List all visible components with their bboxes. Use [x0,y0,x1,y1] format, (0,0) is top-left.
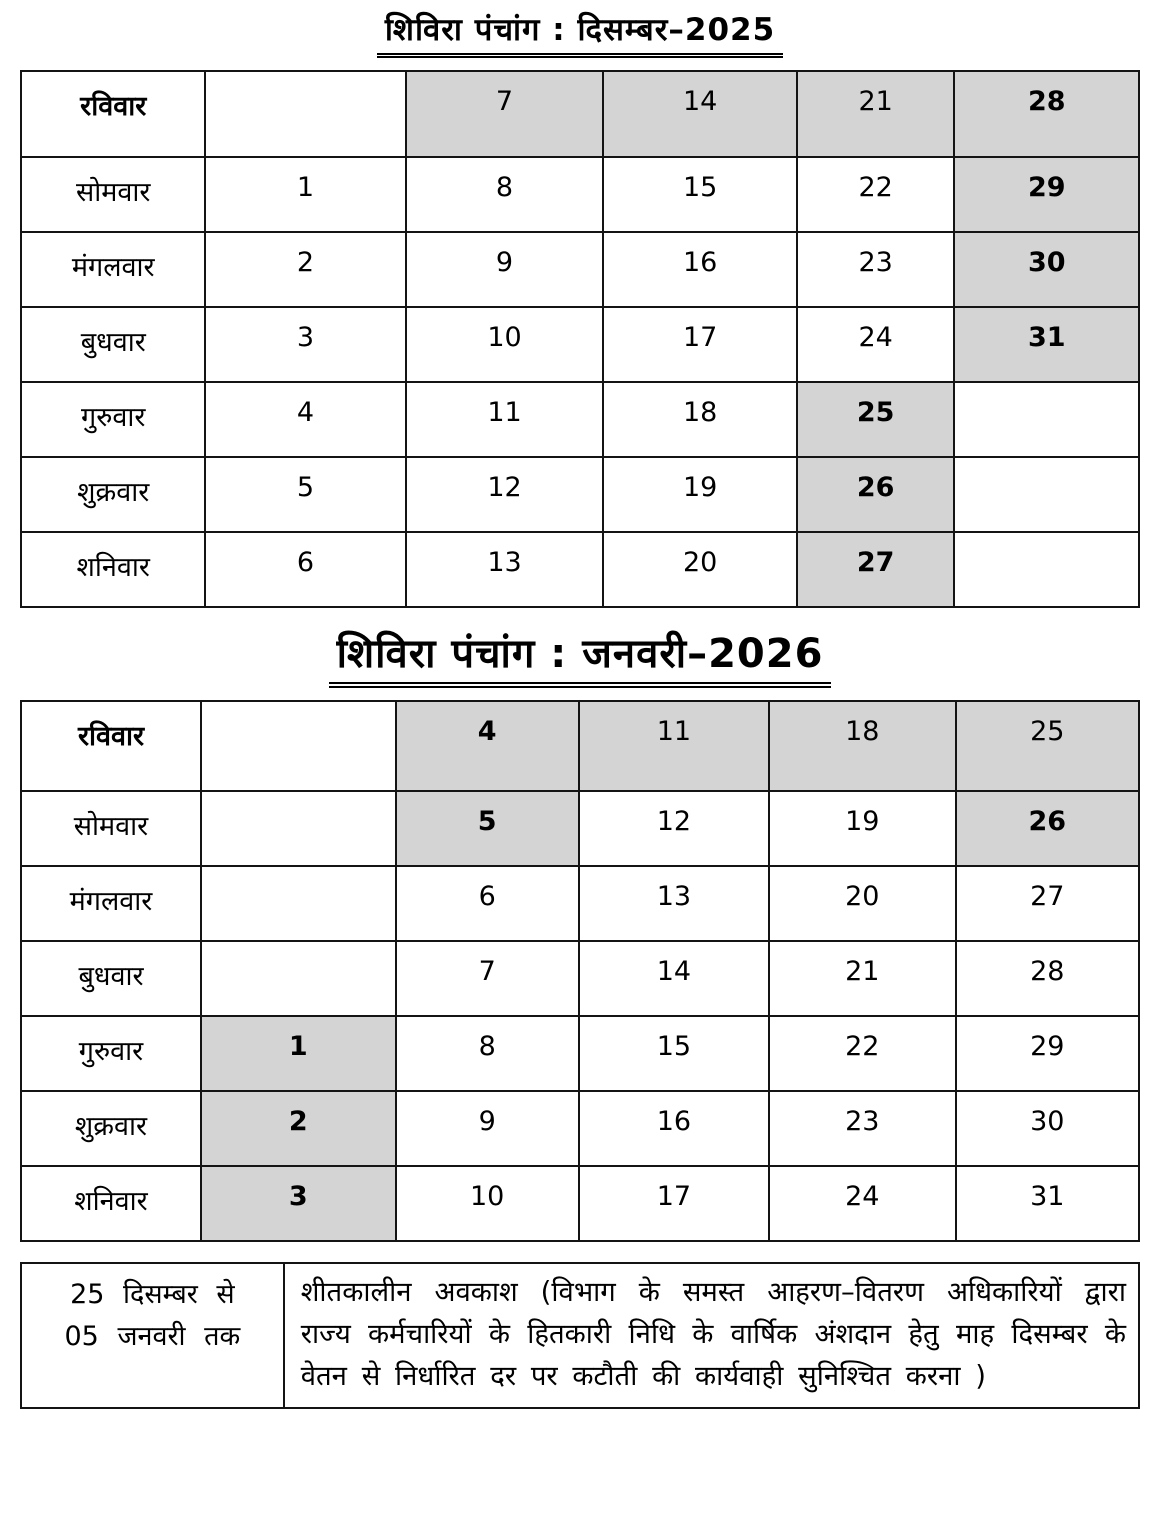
date-cell [954,382,1139,457]
date-cell: 20 [769,866,956,941]
date-cell: 19 [603,457,796,532]
date-cell: 17 [603,307,796,382]
date-cell: 13 [406,532,604,607]
day-name-cell: सोमवार [21,791,201,866]
date-cell: 16 [603,232,796,307]
calendar-row [21,232,1139,307]
date-cell: 24 [769,1166,956,1241]
date-cell: 13 [579,866,769,941]
date-cell: 27 [956,866,1139,941]
calendar-row [21,701,1139,791]
date-cell: 5 [205,457,405,532]
date-cell: 22 [769,1016,956,1091]
calendar-row [21,866,1139,941]
calendar-row [21,457,1139,532]
day-name-cell: सोमवार [21,157,205,232]
date-cell: 15 [579,1016,769,1091]
date-cell: 24 [797,307,955,382]
day-name-cell: शुक्रवार [21,457,205,532]
date-cell: 12 [406,457,604,532]
date-cell: 9 [396,1091,579,1166]
date-cell: 29 [954,157,1139,232]
date-cell: 7 [406,71,604,157]
date-cell: 1 [201,1016,396,1091]
date-cell: 14 [603,71,796,157]
day-name-cell: मंगलवार [21,866,201,941]
date-cell [201,791,396,866]
calendar-row [21,71,1139,157]
date-cell: 27 [797,532,955,607]
date-cell: 2 [201,1091,396,1166]
calendar-row [21,382,1139,457]
date-cell: 6 [396,866,579,941]
date-cell: 17 [579,1166,769,1241]
date-cell: 11 [579,701,769,791]
date-cell: 25 [797,382,955,457]
date-cell: 2 [205,232,405,307]
day-name-cell: गुरुवार [21,1016,201,1091]
day-name-cell: शुक्रवार [21,1091,201,1166]
note-period-cell [21,1263,284,1408]
date-cell: 8 [406,157,604,232]
december-calendar-body [21,71,1139,607]
date-cell: 3 [201,1166,396,1241]
calendar-row [21,307,1139,382]
date-cell: 23 [769,1091,956,1166]
note-period-line2: 05 जनवरी तक [64,1320,241,1352]
date-cell: 6 [205,532,405,607]
date-cell [954,532,1139,607]
date-cell [201,866,396,941]
date-cell [954,457,1139,532]
day-name-cell: मंगलवार [21,232,205,307]
date-cell: 9 [406,232,604,307]
day-name-cell: बुधवार [21,941,201,1016]
note-row [21,1263,1139,1408]
date-cell: 14 [579,941,769,1016]
calendar-row [21,532,1139,607]
date-cell: 4 [396,701,579,791]
date-cell: 7 [396,941,579,1016]
date-cell: 23 [797,232,955,307]
december-title [20,8,1140,58]
date-cell: 19 [769,791,956,866]
date-cell: 18 [769,701,956,791]
date-cell: 29 [956,1016,1139,1091]
date-cell [205,71,405,157]
date-cell: 26 [797,457,955,532]
day-name-cell: रविवार [21,701,201,791]
note-description-cell: शीतकालीन अवकाश (विभाग के समस्त आहरण–वितरण अधिकारियों द्वारा राज्य कर्मचारियों के हितकारी निधि के वार्षिक अंशदान हेतु माह दिसम्बर के वेतन से निर्धारित दर पर कटौती की कार्यवाही सुनिश्चित करना ) [284,1263,1139,1408]
date-cell: 12 [579,791,769,866]
december-calendar-table [20,70,1140,608]
day-name-cell: रविवार [21,71,205,157]
date-cell: 31 [954,307,1139,382]
date-cell: 26 [956,791,1139,866]
january-title [20,624,1140,688]
date-cell: 5 [396,791,579,866]
january-calendar-body [21,701,1139,1241]
date-cell: 28 [954,71,1139,157]
date-cell: 28 [956,941,1139,1016]
day-name-cell: बुधवार [21,307,205,382]
day-name-cell: शनिवार [21,532,205,607]
day-name-cell: गुरुवार [21,382,205,457]
day-name-cell: शनिवार [21,1166,201,1241]
date-cell: 4 [205,382,405,457]
date-cell: 21 [769,941,956,1016]
date-cell: 30 [956,1091,1139,1166]
date-cell: 20 [603,532,796,607]
december-title-text: शिविरा पंचांग : दिसम्बर–2025 [377,8,783,58]
date-cell: 1 [205,157,405,232]
january-title-text: शिविरा पंचांग : जनवरी–2026 [329,624,832,688]
date-cell: 15 [603,157,796,232]
date-cell: 25 [956,701,1139,791]
date-cell: 22 [797,157,955,232]
date-cell: 3 [205,307,405,382]
january-calendar-table [20,700,1140,1242]
date-cell: 16 [579,1091,769,1166]
note-period-line1: 25 दिसम्बर से [70,1279,235,1310]
date-cell: 31 [956,1166,1139,1241]
calendar-row [21,1166,1139,1241]
calendar-row [21,791,1139,866]
calendar-row [21,157,1139,232]
date-cell [201,701,396,791]
calendar-row [21,941,1139,1016]
date-cell: 11 [406,382,604,457]
winter-vacation-note-table [20,1262,1140,1409]
date-cell: 10 [406,307,604,382]
date-cell [201,941,396,1016]
date-cell: 30 [954,232,1139,307]
calendar-row [21,1091,1139,1166]
date-cell: 21 [797,71,955,157]
date-cell: 10 [396,1166,579,1241]
date-cell: 8 [396,1016,579,1091]
calendar-row [21,1016,1139,1091]
date-cell: 18 [603,382,796,457]
